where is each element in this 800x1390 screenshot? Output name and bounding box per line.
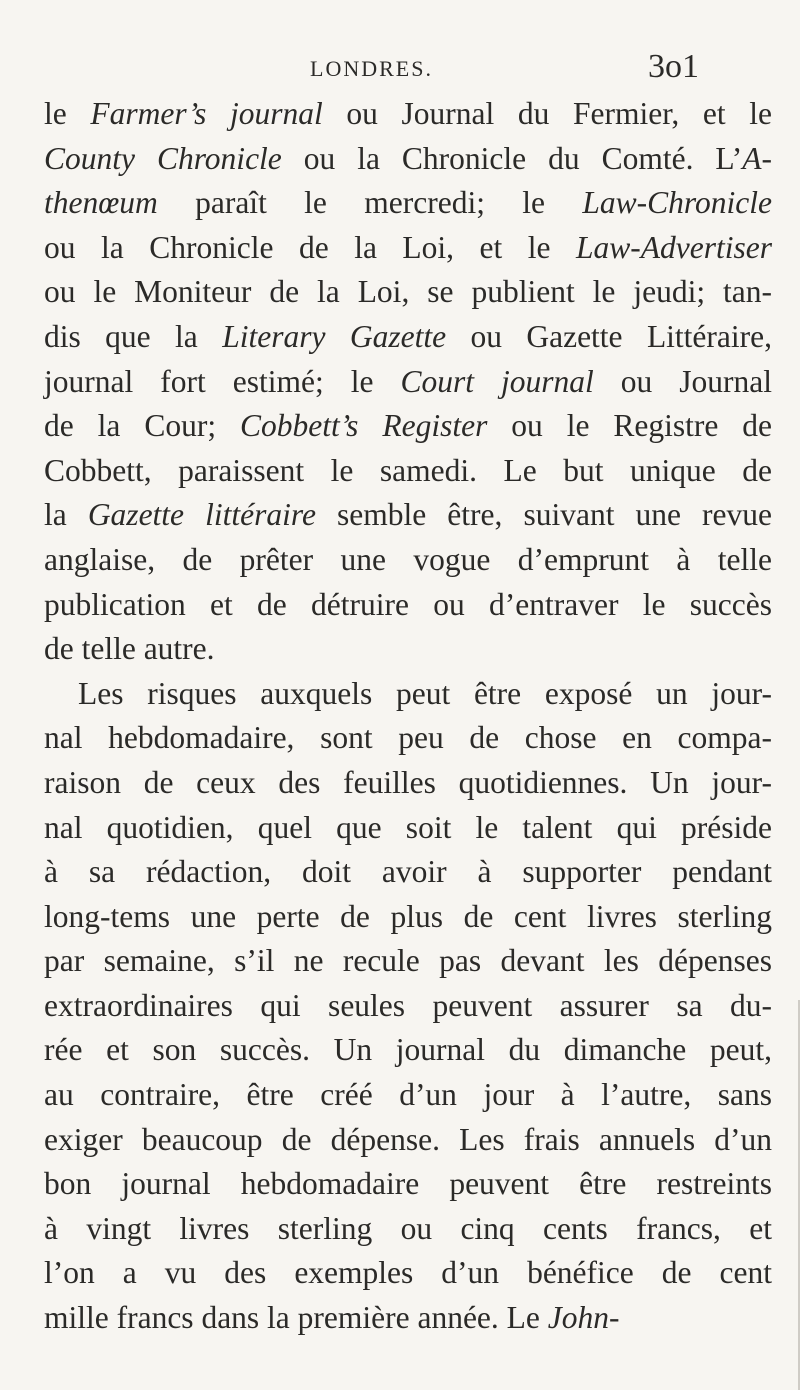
text-run: ou la Chronicle de la Loi, et le	[44, 229, 577, 265]
italic-title: Cobbett’s Register	[240, 408, 488, 444]
text-run: ou le Moniteur de la Loi, se publient le jeudi; tan-	[44, 274, 772, 310]
italic-title: Law-Chronicle	[582, 185, 772, 221]
text-line	[44, 1207, 772, 1252]
text-run: nal hebdomadaire, sont peu de chose en compa-	[44, 720, 772, 756]
text-line	[44, 226, 772, 271]
text-run: ou le Registre de	[487, 408, 772, 444]
text-run: ou la Chronicle du Comté. L’	[281, 140, 743, 176]
italic-title: Gazette littéraire	[87, 497, 316, 533]
text-run: à sa rédaction, doit avoir à supporter pendant	[44, 854, 772, 890]
text-run: semble être, suivant une revue	[315, 497, 773, 533]
text-run: paraît le mercredi; le	[157, 185, 583, 221]
text-run: long-tems une perte de plus de cent livres sterling	[44, 898, 772, 934]
text-line	[44, 627, 772, 672]
text-line	[44, 92, 772, 137]
text-run: exiger beaucoup de dépense. Les frais annuels d’un	[44, 1121, 772, 1157]
italic-title: Law-Advertiser	[576, 229, 772, 265]
text-line	[44, 1296, 772, 1341]
text-line	[44, 538, 772, 583]
text-line	[44, 716, 772, 761]
text-run: le	[44, 96, 91, 131]
text-line	[44, 806, 772, 851]
text-run: raison de ceux des feuilles quotidiennes. Un jour-	[44, 764, 772, 800]
text-line	[44, 583, 772, 628]
text-run: Cobbett, paraissent le samedi. Le but unique de	[44, 452, 772, 488]
text-run: dis que la	[44, 318, 223, 354]
text-run: Les risques auxquels peut être exposé un jour-	[78, 675, 772, 711]
text-line	[44, 939, 772, 984]
running-header	[0, 46, 800, 86]
page-number: 3o1	[648, 48, 699, 85]
body-text	[44, 92, 772, 1341]
italic-title: thenœum	[44, 185, 158, 221]
text-run: nal quotidien, quel que soit le talent qui préside	[44, 809, 772, 845]
text-run: la	[44, 497, 88, 533]
text-line	[44, 493, 772, 538]
running-title: LONDRES.	[310, 56, 433, 81]
text-line	[44, 895, 772, 940]
text-run: extraordinaires qui seules peuvent assurer sa du-	[44, 987, 772, 1023]
text-run: à vingt livres sterling ou cinq cents francs, et	[44, 1210, 772, 1246]
text-run: de la Cour;	[44, 408, 240, 444]
text-run: ou Journal	[593, 363, 772, 399]
text-run: ou Journal du Fermier, et le	[322, 96, 772, 131]
italic-title: John-	[547, 1300, 620, 1336]
italic-title: A-	[742, 140, 772, 176]
text-line	[44, 1073, 772, 1118]
italic-title: Court journal	[400, 363, 594, 399]
text-line	[44, 761, 772, 806]
text-line	[44, 672, 772, 717]
text-run: l’on a vu des exemples d’un bénéfice de cent	[44, 1255, 772, 1291]
text-run: journal fort estimé; le	[44, 363, 401, 399]
text-line	[44, 137, 772, 182]
text-run: mille francs dans la première année. Le	[44, 1300, 548, 1336]
text-run: de telle autre.	[44, 631, 215, 667]
text-run: rée et son succès. Un journal du dimanche peut,	[44, 1032, 772, 1068]
italic-title: Farmer’s journal	[90, 96, 323, 131]
text-line	[44, 1251, 772, 1296]
italic-title: Literary Gazette	[222, 318, 447, 354]
text-run: ou Gazette Littéraire,	[446, 318, 772, 354]
text-line	[44, 850, 772, 895]
text-line	[44, 449, 772, 494]
text-line	[44, 1118, 772, 1163]
text-line	[44, 404, 772, 449]
text-line	[44, 315, 772, 360]
text-line	[44, 360, 772, 405]
text-run: anglaise, de prêter une vogue d’emprunt à telle	[44, 541, 772, 577]
text-line	[44, 1028, 772, 1073]
text-line	[44, 1162, 772, 1207]
text-run: bon journal hebdomadaire peuvent être restreints	[44, 1166, 772, 1202]
text-line	[44, 181, 772, 226]
text-line	[44, 984, 772, 1029]
italic-title: County Chronicle	[44, 140, 282, 176]
text-line	[44, 270, 772, 315]
text-run: au contraire, être créé d’un jour à l’autre, sans	[44, 1077, 772, 1113]
text-run: publication et de détruire ou d’entraver le succès	[44, 586, 772, 622]
text-run: par semaine, s’il ne recule pas devant les dépenses	[44, 943, 772, 979]
